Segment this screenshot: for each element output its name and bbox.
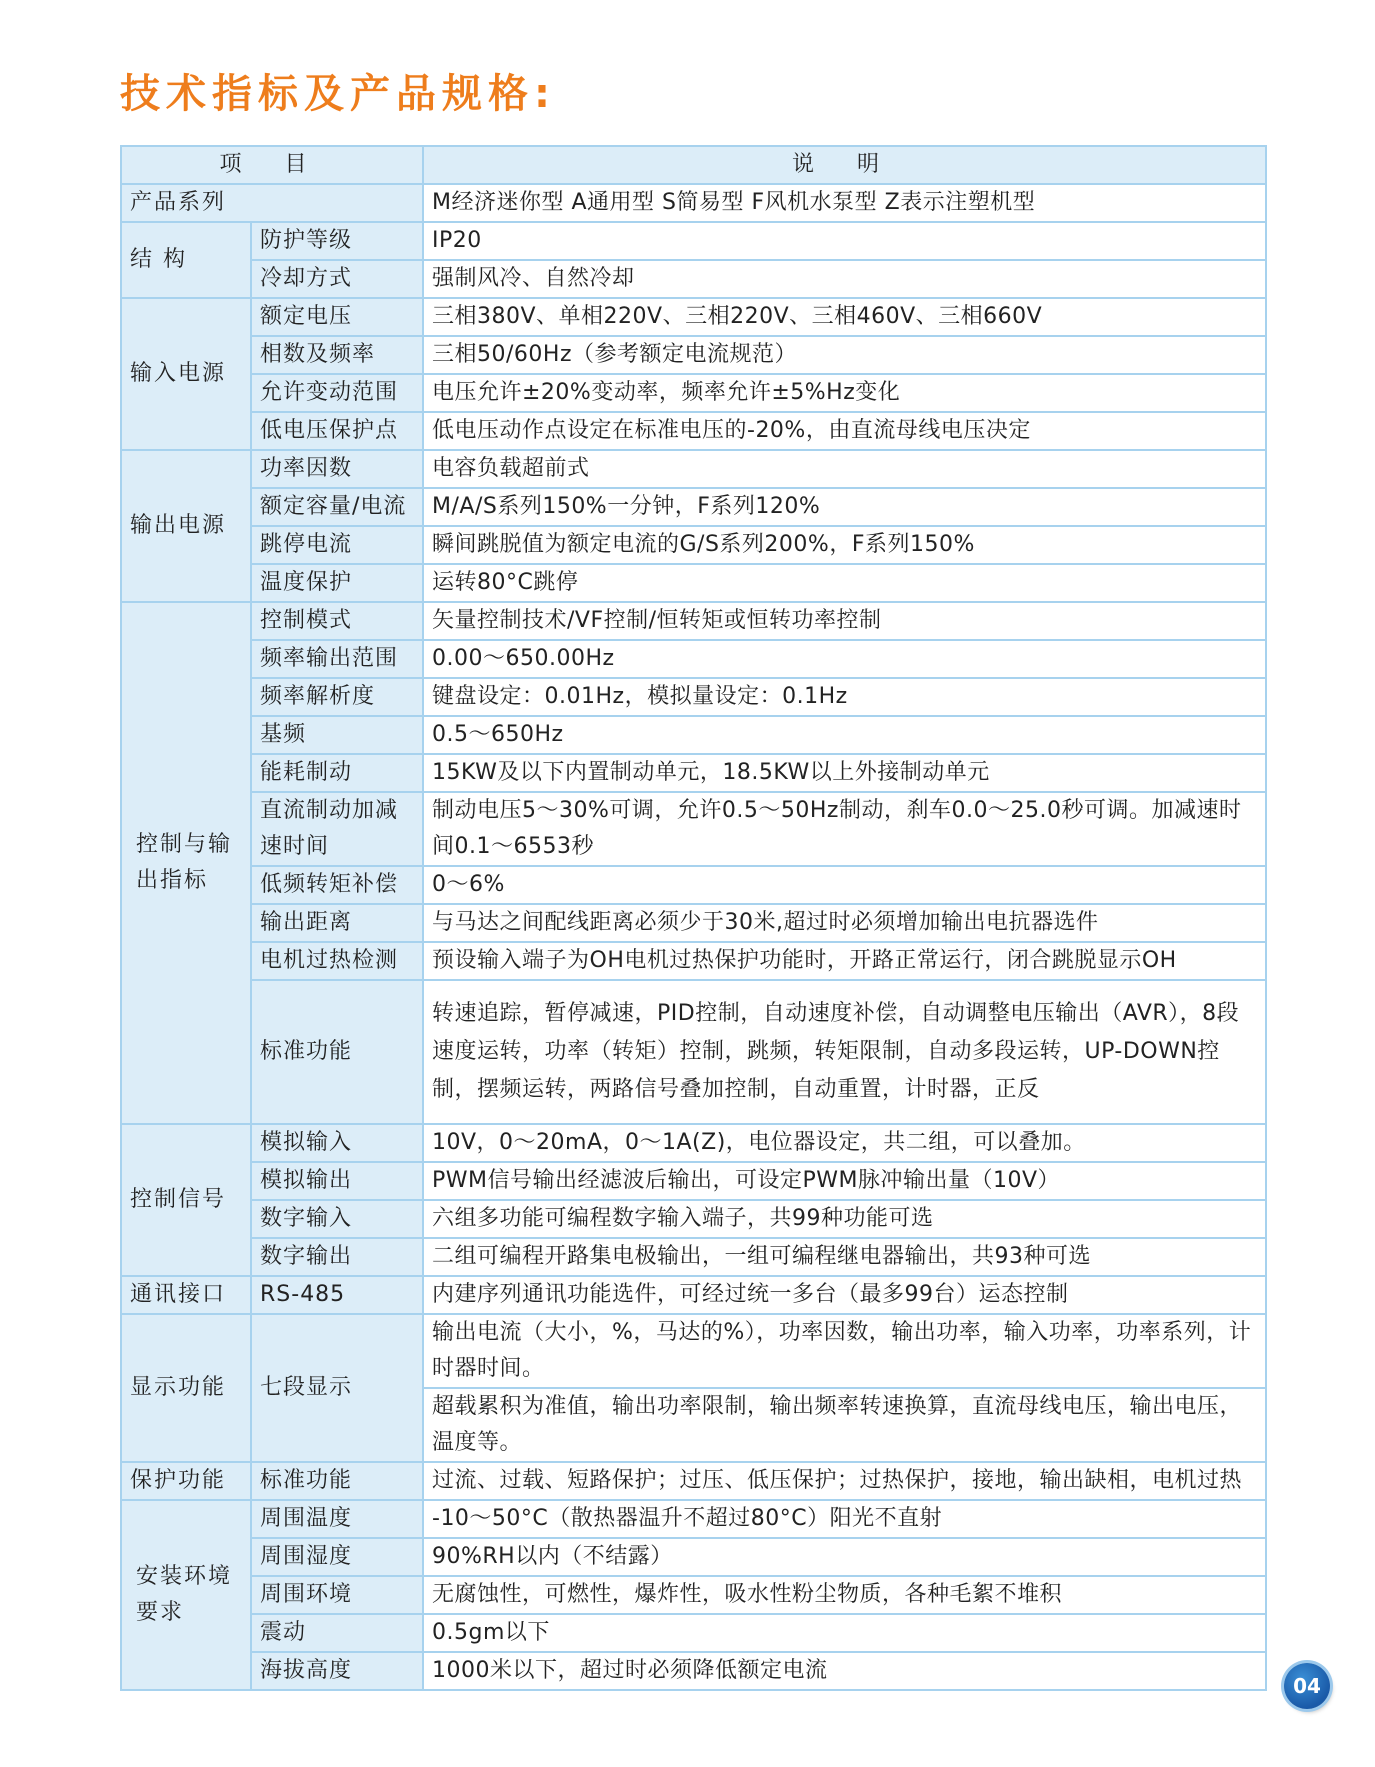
row-label: 允许变动范围 (251, 374, 423, 412)
category-cell: 结 构 (121, 222, 251, 298)
row-value: 0.00～650.00Hz (423, 640, 1266, 678)
row-value: 六组多功能可编程数字输入端子，共99种功能可选 (423, 1200, 1266, 1238)
header-description: 说 明 (423, 146, 1266, 184)
row-value: 1000米以下，超过时必须降低额定电流 (423, 1652, 1266, 1690)
row-label: 温度保护 (251, 564, 423, 602)
page-number-badge: 04 (1284, 1663, 1330, 1709)
row-label: 产品系列 (121, 184, 423, 222)
row-value: PWM信号输出经滤波后输出，可设定PWM脉冲输出量（10V） (423, 1162, 1266, 1200)
table-row (121, 488, 1266, 526)
row-value: IP20 (423, 222, 1266, 260)
table-row (121, 640, 1266, 678)
row-value: 电压允许±20%变动率，频率允许±5%Hz变化 (423, 374, 1266, 412)
table-row (121, 754, 1266, 792)
row-value: M经济迷你型 A通用型 S简易型 F风机水泵型 Z表示注塑机型 (423, 184, 1266, 222)
table-header-row (121, 146, 1266, 184)
row-value: 瞬间跳脱值为额定电流的G/S系列200%，F系列150% (423, 526, 1266, 564)
table-row (121, 1276, 1266, 1314)
row-label: 能耗制动 (251, 754, 423, 792)
row-label: 频率输出范围 (251, 640, 423, 678)
row-value: 0～6% (423, 866, 1266, 904)
category-cell: 控制与输出指标 (121, 602, 251, 1124)
row-label: 输出距离 (251, 904, 423, 942)
row-value: 15KW及以下内置制动单元，18.5KW以上外接制动单元 (423, 754, 1266, 792)
row-label: 频率解析度 (251, 678, 423, 716)
row-value: 矢量控制技术/VF控制/恒转矩或恒转功率控制 (423, 602, 1266, 640)
table-row (121, 1238, 1266, 1276)
table-row (121, 1314, 1266, 1388)
row-value: 无腐蚀性，可燃性，爆炸性，吸水性粉尘物质，各种毛絮不堆积 (423, 1576, 1266, 1614)
row-value: 预设输入端子为OH电机过热保护功能时，开路正常运行，闭合跳脱显示OH (423, 942, 1266, 980)
row-value: 10V，0～20mA，0～1A(Z)，电位器设定，共二组，可以叠加。 (423, 1124, 1266, 1162)
row-label: 七段显示 (251, 1314, 423, 1462)
row-value: 运转80°C跳停 (423, 564, 1266, 602)
row-label: 功率因数 (251, 450, 423, 488)
row-label: 模拟输出 (251, 1162, 423, 1200)
category-cell: 输入电源 (121, 298, 251, 450)
table-row (121, 1462, 1266, 1500)
row-value: 键盘设定：0.01Hz，模拟量设定：0.1Hz (423, 678, 1266, 716)
table-row (121, 412, 1266, 450)
table-row (121, 1124, 1266, 1162)
category-cell: 保护功能 (121, 1462, 251, 1500)
table-row (121, 792, 1266, 866)
spec-table (120, 145, 1267, 1691)
row-label: 数字输出 (251, 1238, 423, 1276)
table-row (121, 526, 1266, 564)
table-row (121, 298, 1266, 336)
category-cell: 输出电源 (121, 450, 251, 602)
row-value: 超载累积为准值，输出功率限制，输出频率转速换算，直流母线电压，输出电压，温度等。 (423, 1388, 1266, 1462)
row-label: 电机过热检测 (251, 942, 423, 980)
row-label: 相数及频率 (251, 336, 423, 374)
table-row (121, 904, 1266, 942)
row-label: 模拟输入 (251, 1124, 423, 1162)
row-label: 低频转矩补偿 (251, 866, 423, 904)
table-row (121, 374, 1266, 412)
table-row (121, 602, 1266, 640)
row-label: 数字输入 (251, 1200, 423, 1238)
table-row (121, 260, 1266, 298)
row-value: 输出电流（大小，%，马达的%），功率因数，输出功率，输入功率，功率系列，计时器时间。 (423, 1314, 1266, 1388)
row-label: 防护等级 (251, 222, 423, 260)
row-label: 周围湿度 (251, 1538, 423, 1576)
row-label: 额定电压 (251, 298, 423, 336)
row-value: 0.5～650Hz (423, 716, 1266, 754)
category-cell: 通讯接口 (121, 1276, 251, 1314)
row-value: -10～50°C（散热器温升不超过80°C）阳光不直射 (423, 1500, 1266, 1538)
row-label: 海拔高度 (251, 1652, 423, 1690)
table-row (121, 866, 1266, 904)
table-row (121, 942, 1266, 980)
row-value: 电容负载超前式 (423, 450, 1266, 488)
header-item: 项 目 (121, 146, 423, 184)
row-label: 跳停电流 (251, 526, 423, 564)
row-value: 二组可编程开路集电极输出，一组可编程继电器输出，共93种可选 (423, 1238, 1266, 1276)
table-row (121, 1500, 1266, 1538)
table-row (121, 184, 1266, 222)
row-label: 标准功能 (251, 980, 423, 1124)
category-cell: 显示功能 (121, 1314, 251, 1462)
row-value: 转速追踪，暂停减速，PID控制，自动速度补偿，自动调整电压输出（AVR），8段速度运转，功率（转矩）控制，跳频，转矩限制，自动多段运转，UP-DOWN控制，摆频运转，两路信号叠加控制，自动重置，计时器，正反 (423, 980, 1266, 1124)
table-row (121, 716, 1266, 754)
row-value: 强制风冷、自然冷却 (423, 260, 1266, 298)
row-value: 三相50/60Hz（参考额定电流规范） (423, 336, 1266, 374)
category-cell: 控制信号 (121, 1124, 251, 1276)
row-label: 额定容量/电流 (251, 488, 423, 526)
table-row (121, 336, 1266, 374)
page-title: 技术指标及产品规格: (120, 71, 556, 117)
table-row (121, 1162, 1266, 1200)
row-label: 基频 (251, 716, 423, 754)
row-value: 0.5gm以下 (423, 1614, 1266, 1652)
table-row (121, 1614, 1266, 1652)
table-row (121, 450, 1266, 488)
row-value: 三相380V、单相220V、三相220V、三相460V、三相660V (423, 298, 1266, 336)
row-label: 标准功能 (251, 1462, 423, 1500)
table-row (121, 1652, 1266, 1690)
table-row (121, 678, 1266, 716)
row-value: 内建序列通讯功能选件，可经过统一多台（最多99台）运态控制 (423, 1276, 1266, 1314)
row-label: 周围温度 (251, 1500, 423, 1538)
row-label: 周围环境 (251, 1576, 423, 1614)
row-label: 冷却方式 (251, 260, 423, 298)
row-label: 震动 (251, 1614, 423, 1652)
row-value: M/A/S系列150%一分钟，F系列120% (423, 488, 1266, 526)
table-row (121, 1538, 1266, 1576)
table-row (121, 1200, 1266, 1238)
row-label: 控制模式 (251, 602, 423, 640)
table-row (121, 1576, 1266, 1614)
row-value: 90%RH以内（不结露） (423, 1538, 1266, 1576)
row-value: 过流、过载、短路保护；过压、低压保护；过热保护，接地，输出缺相，电机过热 (423, 1462, 1266, 1500)
table-row (121, 222, 1266, 260)
category-cell: 安装环境要求 (121, 1500, 251, 1690)
row-value: 与马达之间配线距离必须少于30米,超过时必须增加输出电抗器选件 (423, 904, 1266, 942)
row-label: 低电压保护点 (251, 412, 423, 450)
table-row (121, 564, 1266, 602)
row-value: 低电压动作点设定在标准电压的-20%，由直流母线电压决定 (423, 412, 1266, 450)
table-row (121, 980, 1266, 1124)
row-label: 直流制动加减速时间 (251, 792, 423, 866)
row-label: RS-485 (251, 1276, 423, 1314)
row-value: 制动电压5～30%可调，允许0.5～50Hz制动，刹车0.0～25.0秒可调。加减速时间0.1～6553秒 (423, 792, 1266, 866)
